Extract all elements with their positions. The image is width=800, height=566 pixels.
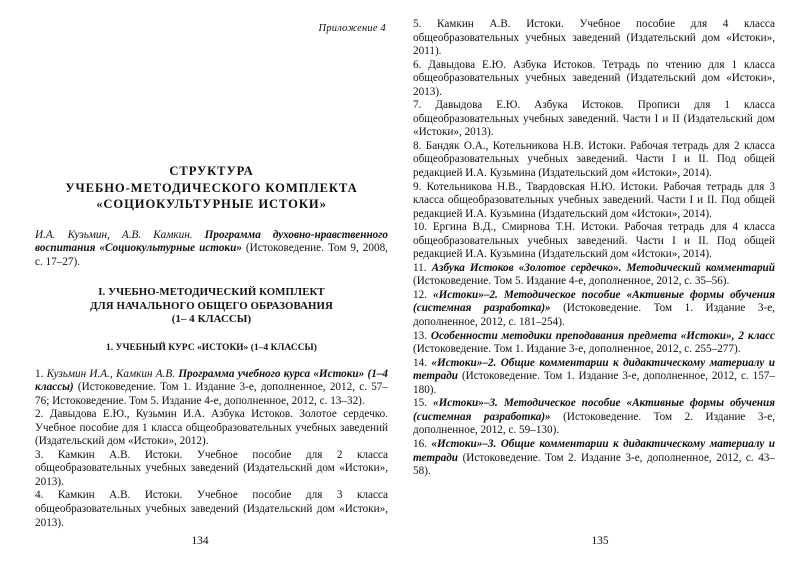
reference-item: 13. Особенности методики преподавания предмета «Истоки», 2 класс (Истоковедение. Том 1. Издание 3-е, дополненное, 2012, с. 255–277). (413, 329, 776, 356)
reference-item: 12. «Истоки»–2. Методическое пособие «Активные формы обучения (системная разработка)» (Истоковедение. Том 1. Издание 3-е, дополненное, 2012, с. 181–254). (413, 288, 775, 329)
running-head-appendix: Приложение 4 (318, 23, 386, 34)
section-heading-line-3: (1– 4 КЛАССЫ) (171, 313, 252, 326)
section-heading-line-2: ДЛЯ НАЧАЛЬНОГО ОБЩЕГО ОБРАЗОВАНИЯ (90, 299, 333, 312)
reference-item: 14. «Истоки»–2. Общие комментарии к дидактическому материалу и тетради (Истоковедение. Том 1. Издание 3-е, дополненное, 2012, с. 157–180). (413, 356, 776, 396)
reference-item: 8. Бандяк О.А., Котельникова Н.В. Истоки. Рабочая тетрадь для 2 класса общеобразовательных учебных заведений. Части I и II. Под общей редакцией И.А. Кузьмина (Издательский дом «Истоки», 2014). (413, 139, 775, 180)
reference-item: 10. Ергина В.Д., Смирнова Т.Н. Истоки. Рабочая тетрадь для 4 класса общеобразовательных учебных заведений. Части I и II. Под общей редакцией И.А. Кузьмина (Издательский дом «Истоки», 2014). (413, 221, 775, 261)
reference-list-left (35, 368, 388, 531)
reference-item: 5. Камкин А.В. Истоки. Учебное пособие для 4 класса общеобразовательных учебных заведений (Издательский дом «Истоки», 2011). (413, 18, 775, 58)
section-heading-umk (35, 286, 388, 326)
page-title-line-3: «СОЦИОКУЛЬТУРНЫЕ ИСТОКИ» (96, 197, 327, 211)
page-number-left: 134 (191, 535, 209, 547)
reference-item: 4. Камкин А.В. Истоки. Учебное пособие для 3 класса общеобразовательных учебных заведений (Издательский дом «Истоки», 2013). (35, 489, 388, 529)
reference-item: 6. Давыдова Е.Ю. Азбука Истоков. Тетрадь по чтению для 1 класса общеобразовательных учебных заведений (Издательский дом «Истоки», 2013). (413, 58, 775, 98)
reference-item: 11. Азбука Истоков «Золотое сердечко». Методический комментарий (Истоковедение. Том 5. Издание 4-е, дополненное, 2012, с. 35–56). (413, 261, 775, 288)
reference-item: 15. «Истоки»–3. Методическое пособие «Активные формы обучения (системная разработка)» (Истоковедение. Том 2. Издание 3-е, дополненное, 2012, с. 59–130). (413, 397, 775, 437)
section-heading-line-1: I. УЧЕБНО-МЕТОДИЧЕСКИЙ КОМПЛЕКТ (98, 286, 325, 299)
reference-item: 16. «Истоки»–3. Общие комментарии к дидактическому материалу и тетради (Истоковедение. Том 2. Издание 3-е, дополненное, 2012, с. 43–58). (413, 437, 776, 478)
reference-list-right (413, 18, 775, 479)
page-title-line-1: СТРУКТУРА (169, 164, 254, 178)
reference-item: 7. Давыдова Е.Ю. Азбука Истоков. Прописи для 1 класса общеобразовательных учебных заведений. Части I и II (Издательский дом «Истоки», 2013). (413, 99, 775, 139)
right-page (400, 0, 800, 566)
page-number-right: 135 (591, 535, 609, 547)
page-title (35, 163, 388, 213)
reference-item: 9. Котельникова Н.В., Твардовская Н.Ю. Истоки. Рабочая тетрадь для 3 класса общеобразовательных учебных заведений. Части I и II. Под общей редакцией И.А. Кузьмина (Издательский дом «Истоки», 2014). (413, 180, 775, 220)
reference-item: 3. Камкин А.В. Истоки. Учебное пособие для 2 класса общеобразовательных учебных заведений (Издательский дом «Истоки», 2013). (35, 448, 388, 488)
programme-intro-paragraph: И.А. Кузьмин, А.В. Камкин. Программа духовно-нравственного воспитания «Социокультурные истоки» (Истоковедение. Том 9, 2008, с. 17–27). (35, 228, 388, 268)
page-title-line-2: УЧЕБНО-МЕТОДИЧЕСКОГО КОМПЛЕКТА (65, 180, 358, 195)
subsection-heading-course: 1. УЧЕБНЫЙ КУРС «ИСТОКИ» (1–4 КЛАССЫ) (106, 342, 317, 353)
reference-item: 2. Давыдова Е.Ю., Кузьмин И.А. Азбука Истоков. Золотое сердечко. Учебное пособие для 1 класса общеобразовательных учебных заведений (Издательский дом «Истоки», 2012). (35, 408, 388, 448)
reference-item: 1. Кузьмин И.А., Камкин А.В. Программа учебного курса «Истоки» (1–4 классы) (Истоковедение. Том 1. Издание 3-е, дополненное, 2012, с. 57–76; Истоковедение. Том 5. Издание 4-е, дополненное, 2012, с. 13–32). (35, 367, 388, 407)
